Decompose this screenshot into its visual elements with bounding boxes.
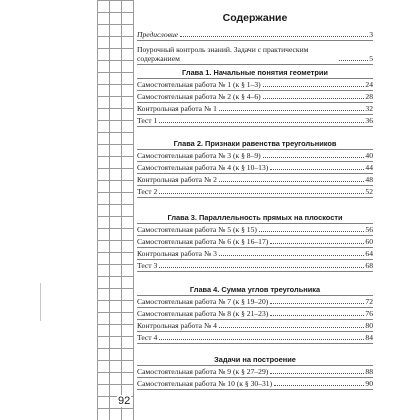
toc-intro [137,29,373,65]
toc-title: Содержание [222,12,288,24]
toc-entry-page: 72 [365,297,373,306]
toc-entry-page: 36 [365,116,373,125]
leader-dots [263,98,365,99]
leader-dots [274,385,364,386]
toc-entry[interactable] [137,296,373,308]
toc-entry-page: 84 [365,333,373,342]
toc-entry-label: Контрольная работа № 3 [137,249,217,258]
toc-entry-label: Тест 4 [137,333,158,342]
leader-dots [270,373,364,374]
toc-entry[interactable] [137,91,373,103]
toc-entry[interactable] [137,186,373,198]
leader-dots [219,327,365,328]
leader-dots [159,267,364,268]
toc-entry-lesson-control[interactable] [137,41,373,65]
toc-entry-label: Поурочный контроль знаний. Задачи с практическим содержанием [137,45,309,63]
toc-entry[interactable] [137,308,373,320]
toc-chapter-3 [137,210,373,272]
toc-entry-label: Самостоятельная работа № 5 (к § 15) [137,225,257,234]
toc-entry[interactable] [137,332,373,344]
toc-section-constructions [137,352,373,390]
toc-entry-page: 5 [369,54,373,63]
leader-dots [159,122,364,123]
toc-entry[interactable] [137,260,373,272]
toc-entry-page: 52 [365,187,373,196]
toc-entry-label: Предисловие [137,30,179,39]
toc-entry-label: Самостоятельная работа № 9 (к § 27–29) [137,367,269,376]
leader-dots [270,303,364,304]
toc-entry-page: 60 [365,237,373,246]
chapter-title[interactable]: Глава 3. Параллельность прямых на плоскости [137,210,373,224]
leader-dots [219,110,365,111]
toc-entry-label: Контрольная работа № 1 [137,104,217,113]
toc-entry-label: Самостоятельная работа № 4 (к § 10–13) [137,163,269,172]
toc-entry-label: Контрольная работа № 2 [137,175,217,184]
toc-entry[interactable] [137,320,373,332]
toc-entry[interactable] [137,248,373,260]
toc-entry-label: Тест 3 [137,261,158,270]
toc-entry-page: 3 [369,30,373,39]
leader-dots [270,169,364,170]
toc-entry[interactable] [137,79,373,91]
leader-dots [159,193,364,194]
toc-entry-page: 76 [365,309,373,318]
toc-entry[interactable] [137,236,373,248]
leader-dots [159,339,364,340]
toc-entry-label: Самостоятельная работа № 7 (к § 19–20) [137,297,269,306]
toc-entry-page: 80 [365,321,373,330]
toc-entry-page: 24 [365,80,373,89]
toc-entry-page: 64 [365,249,373,258]
toc-entry-label: Контрольная работа № 4 [137,321,217,330]
toc-chapter-1 [137,65,373,127]
toc-entry[interactable] [137,378,373,390]
chapter-title[interactable]: Глава 2. Признаки равенства треугольников [137,136,373,150]
toc-chapter-2 [137,136,373,198]
toc-chapter-4 [137,282,373,344]
toc-entry-label: Самостоятельная работа № 8 (к § 21–23) [137,309,269,318]
page-number: 92 [118,395,131,407]
toc-entry-label: Самостоятельная работа № 6 (к § 16–17) [137,237,269,246]
toc-entry[interactable] [137,224,373,236]
toc-entry-label: Самостоятельная работа № 10 (к § 30–31) [137,379,273,388]
toc-entry[interactable] [137,150,373,162]
chapter-title[interactable]: Глава 4. Сумма углов треугольника [137,282,373,296]
leader-dots [259,231,364,232]
toc-entry-page: 56 [365,225,373,234]
toc-entry[interactable] [137,115,373,127]
toc-entry-label: Самостоятельная работа № 2 (к § 4–6) [137,92,261,101]
leader-dots [180,36,368,37]
toc-entry-page: 28 [365,92,373,101]
leader-dots [339,60,368,61]
toc-entry[interactable] [137,162,373,174]
toc-entry-page: 32 [365,104,373,113]
leader-dots [263,86,365,87]
toc-entry-page: 88 [365,367,373,376]
chapter-title[interactable]: Глава 1. Начальные понятия геометрии [137,65,373,79]
toc-entry-label: Самостоятельная работа № 3 (к § 8–9) [137,151,261,160]
grid-margin [97,0,134,420]
leader-dots [219,255,365,256]
leader-dots [270,243,364,244]
leader-dots [270,315,364,316]
toc-entry-label: Самостоятельная работа № 1 (к § 1–3) [137,80,261,89]
toc-entry[interactable] [137,174,373,186]
toc-entry[interactable] [137,366,373,378]
chapter-title[interactable]: Задачи на построение [137,352,373,366]
toc-entry-page: 40 [365,151,373,160]
toc-entry-page: 68 [365,261,373,270]
toc-entry-label: Тест 1 [137,116,158,125]
leader-dots [219,181,365,182]
toc-entry-page: 44 [365,163,373,172]
leader-dots [263,157,365,158]
margin-mark [40,283,41,321]
toc-entry-label: Тест 2 [137,187,158,196]
toc-entry-preface[interactable] [137,29,373,41]
toc-entry-page: 48 [365,175,373,184]
toc-entry[interactable] [137,103,373,115]
toc-entry-page: 90 [365,379,373,388]
